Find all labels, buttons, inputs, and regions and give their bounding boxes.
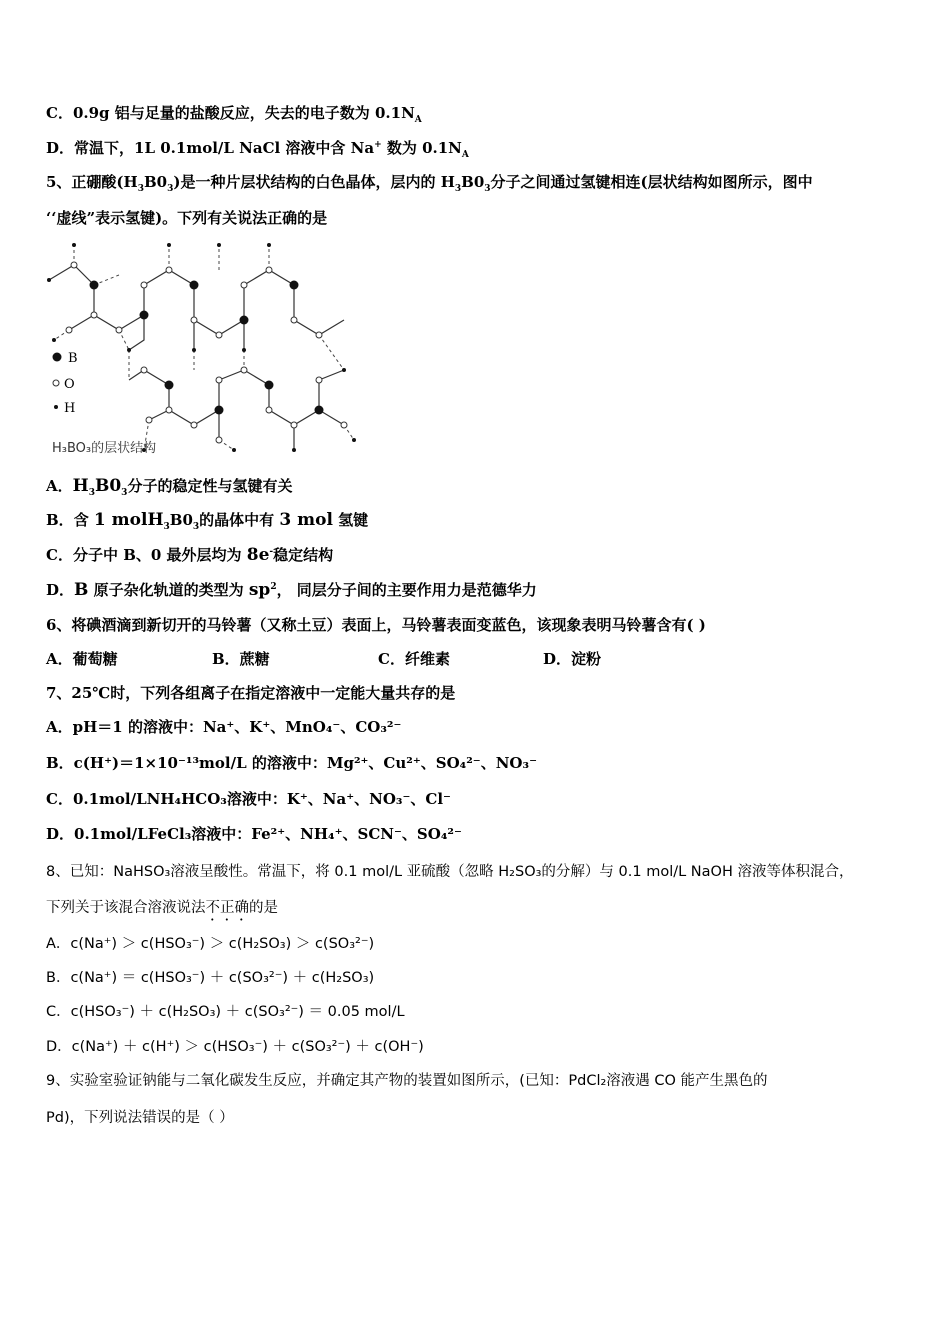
figure-caption: H₃BO₃的层状结构 [52,441,157,456]
q5-option-c: C．分子中 B、0 最外层均为 8e-稳定结构 [46,545,334,565]
q7-stem: 7、25℃时，下列各组离子在指定溶液中一定能大量共存的是 [46,684,456,702]
q5-stem-line2: ‘‘虚线”表示氢键)。下列有关说法正确的是 [46,209,328,227]
q9-stem-line2: Pd)，下列说法错误的是（ ） [46,1110,234,1126]
q6-option-b: B．蔗糖 [212,650,270,668]
q6-option-a: A．葡萄糖 [46,650,118,668]
q9-stem-line1: 9、实验室验证钠能与二氧化碳发生反应，并确定其产物的装置如图所示，(已知：PdCl₂溶液遇 CO 能产生黑色的 [46,1073,768,1089]
q8-option-d: D．c(Na⁺) ＋ c(H⁺) ＞ c(HSO₃⁻) ＋ c(SO₃²⁻) ＋ c(OH⁻) [46,1039,424,1055]
q8-stem-line1: 8、已知：NaHSO₃溶液呈酸性。常温下，将 0.1 mol/L 亚硫酸（忽略 H₂SO₃的分解）与 0.1 mol/L NaOH 溶液等体积混合， [46,864,854,880]
q6-option-d: D．淀粉 [543,650,602,668]
q6-stem: 6、将碘酒滴到新切开的马铃薯（又称土豆）表面上，马铃薯表面变蓝色，该现象表明马铃薯含有( ) [46,616,706,634]
legend-h-label: H [64,401,76,416]
legend-o-marker [53,380,59,386]
q5-stem-line1: 5、正硼酸$(H_3B0_3)$是一种片层状结构的白色晶体，层内的 $H_3B0_3$分子之间通过氢键相连(层状结构如图所示，图中 [46,173,813,194]
h3bo3-layer-structure-figure [44,240,364,465]
legend-b-marker [53,353,62,362]
legend-b-label: B [68,351,78,366]
q4-option-d: D．常温下，1L 0.1mol/L NaCl 溶液中含 Na+ 数为 $0.1N_A$ [46,139,469,160]
q7-option-b: B．c(H⁺)＝1×10⁻¹³mol/L 的溶液中：Mg²⁺、Cu²⁺、SO₄²⁻、NO₃⁻ [46,754,537,772]
figure-legend [53,351,78,416]
q5-option-b: B．含 1 $molH_3B0_3$的晶体中有 3 mol 氢键 [46,510,369,532]
q5-option-a: A．$H_3B0_3$分子的稳定性与氢键有关 [46,476,293,498]
q8-stem-line2: 下列关于该混合溶液说法不正确的是 [46,900,278,916]
legend-h-marker [54,405,58,409]
q8-option-a: A．c(Na⁺) ＞ c(HSO₃⁻) ＞ c(H₂SO₃) ＞ c(SO₃²⁻) [46,936,375,952]
q4-option-c: C．0.9g 铝与足量的盐酸反应，失去的电子数为 $0.1N_A$ [46,104,422,125]
q7-option-d: D．0.1mol/LFeCl₃溶液中：Fe²⁺、NH₄⁺、SCN⁻、SO₄²⁻ [46,825,462,843]
legend-o-label: O [64,377,75,392]
q6-option-c: C．纤维素 [378,650,450,668]
q5-option-d: D．B 原子杂化轨道的类型为 $sp^2$， 同层分子间的主要作用力是范德华力 [46,580,537,600]
q8-option-c: C．c(HSO₃⁻) ＋ c(H₂SO₃) ＋ c(SO₃²⁻) ＝ 0.05 mol/L [46,1004,405,1020]
q8-option-b: B．c(Na⁺) ＝ c(HSO₃⁻) ＋ c(SO₃²⁻) ＋ c(H₂SO₃) [46,970,375,986]
q7-option-c: C．0.1mol/LNH₄HCO₃溶液中：K⁺、Na⁺、NO₃⁻、Cl⁻ [46,790,451,808]
q7-option-a: A．pH＝1 的溶液中：Na⁺、K⁺、MnO₄⁻、CO₃²⁻ [46,718,402,736]
